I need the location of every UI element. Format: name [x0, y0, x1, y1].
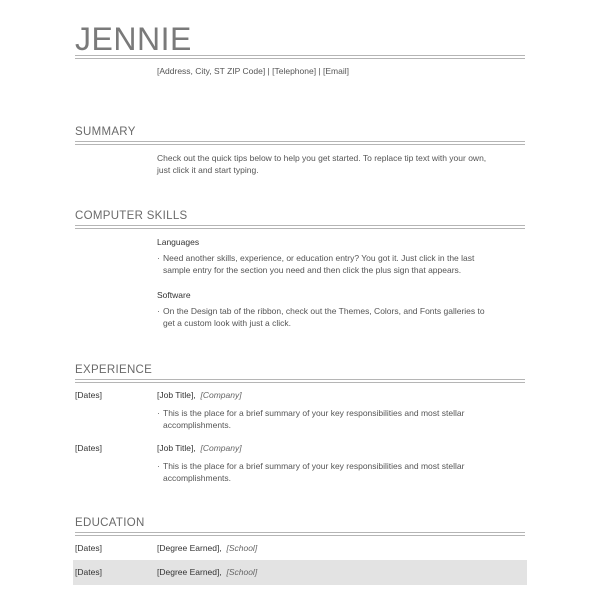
- resume-name[interactable]: JENNIE: [75, 21, 192, 57]
- education-degree[interactable]: [Degree Earned], [School]: [157, 567, 258, 577]
- experience-job-title[interactable]: [Job Title], [Company]: [157, 390, 242, 400]
- skills-languages-bullet[interactable]: · Need another skills, experience, or education entry? You got it. Just click in the last sample entry for the section you need and then click the plus sign that appears.: [157, 253, 475, 275]
- experience-dates[interactable]: [Dates]: [75, 443, 102, 453]
- experience-heading[interactable]: EXPERIENCE: [75, 364, 153, 376]
- skills-divider: [75, 225, 525, 229]
- summary-text[interactable]: Check out the quick tips below to help you get started. To replace tip text with your own, just click it and start typing.: [157, 153, 487, 175]
- experience-dates[interactable]: [Dates]: [75, 390, 102, 400]
- experience-company: [Company]: [200, 443, 242, 453]
- bullet-icon: ·: [157, 461, 160, 471]
- skills-software-bullet[interactable]: · On the Design tab of the ribbon, check out the Themes, Colors, and Fonts galleries to get a custom look with just a click.: [157, 306, 485, 328]
- skills-software-title[interactable]: Software: [157, 290, 191, 300]
- skills-heading[interactable]: COMPUTER SKILLS: [75, 210, 188, 222]
- experience-bullet[interactable]: · This is the place for a brief summary of your key responsibilities and most stellar accomplishments.: [157, 461, 465, 483]
- bullet-icon: ·: [157, 306, 160, 316]
- education-dates[interactable]: [Dates]: [75, 567, 102, 577]
- bullet-icon: ·: [157, 408, 160, 418]
- education-school: [School]: [226, 567, 258, 577]
- skills-languages-title[interactable]: Languages: [157, 237, 200, 247]
- experience-bullet[interactable]: · This is the place for a brief summary of your key responsibilities and most stellar accomplishments.: [157, 408, 465, 430]
- experience-divider: [75, 379, 525, 383]
- education-dates[interactable]: [Dates]: [75, 543, 102, 553]
- education-degree[interactable]: [Degree Earned], [School]: [157, 543, 258, 553]
- contact-info[interactable]: [Address, City, ST ZIP Code] | [Telephone] | [Email]: [157, 66, 349, 76]
- experience-company: [Company]: [200, 390, 242, 400]
- bullet-icon: ·: [157, 253, 160, 263]
- education-divider: [75, 532, 525, 536]
- education-school: [School]: [226, 543, 258, 553]
- header-divider: [75, 55, 525, 59]
- experience-job-title[interactable]: [Job Title], [Company]: [157, 443, 242, 453]
- education-row-highlight: [73, 560, 527, 585]
- summary-divider: [75, 141, 525, 145]
- summary-heading[interactable]: SUMMARY: [75, 126, 136, 138]
- education-heading[interactable]: EDUCATION: [75, 517, 145, 529]
